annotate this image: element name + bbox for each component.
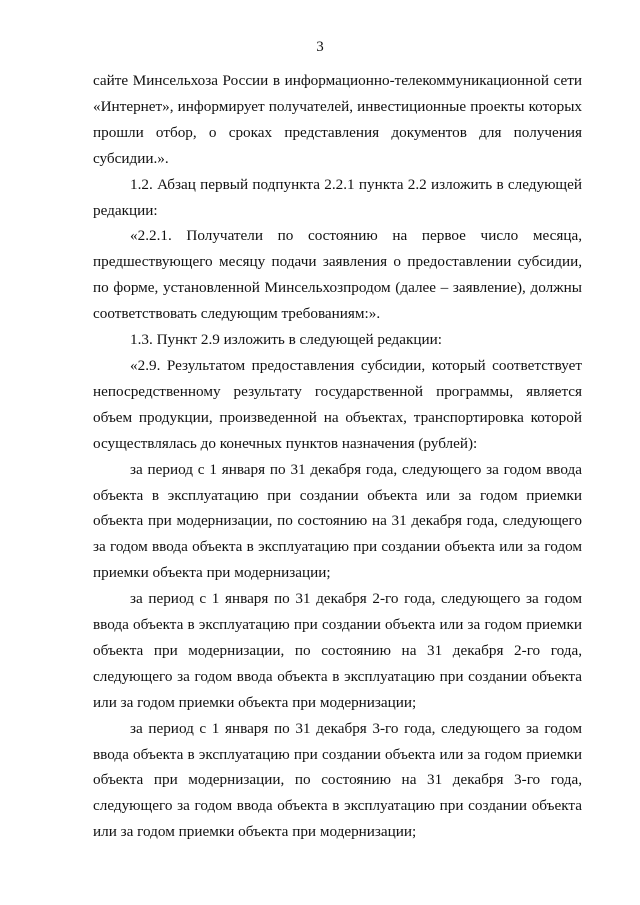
paragraph-period-year-1: за период с 1 января по 31 декабря года, следующего за годом ввода объекта в эксплуатацию при создании объекта или за годом приемки объекта при модернизации, по состоянию на 31 декабря года, следующего за годом ввода объекта в эксплуатацию при создании объекта или за годом приемки объекта при модернизации; [93,460,582,582]
document-body [93,68,582,845]
paragraph-item-1-2: 1.2. Абзац первый подпункта 2.2.1 пункта 2.2 изложить в следующей редакции: [93,175,582,219]
paragraph-period-year-2: за период с 1 января по 31 декабря 2-го года, следующего за годом ввода объекта в эксплуатацию при создании объекта или за годом приемки объекта при модернизации, по состоянию на 31 декабря 2-го года, следующего за годом ввода объекта в эксплуатацию при создании объекта или за годом приемки объекта при модернизации; [93,590,582,711]
paragraph-item-1-3: 1.3. Пункт 2.9 изложить в следующей редакции: [130,331,443,349]
paragraph-quote-2-2-1: «2.2.1. Получатели по состоянию на первое число месяца, предшествующего месяцу подачи заявления о предоставлении субсидии, по форме, установленной Минсельхозпродом (далее – заявление), должны соответствовать следующим требованиям:». [93,227,582,323]
paragraph-continuation: сайте Минсельхоза России в информационно-телекоммуникационной сети «Интернет», информирует получателей, инвестиционные проекты которых прошли отбор, о сроках представления документов для получения субсидии.». [93,72,582,167]
page-number: 3 [316,39,324,55]
paragraph-period-year-3: за период с 1 января по 31 декабря 3-го года, следующего за годом ввода объекта в эксплуатацию при создании объекта или за годом приемки объекта при модернизации, по состоянию на 31 декабря 3-го года, следующего за годом ввода объекта в эксплуатацию при создании объекта или за годом приемки объекта при модернизации; [93,719,582,841]
paragraph-quote-2-9: «2.9. Результатом предоставления субсидии, который соответствует непосредственному результату государственной программы, является объем продукции, произведенной на объектах, транспортировка которой осуществлялась до конечных пунктов назначения (рублей): [93,356,582,452]
